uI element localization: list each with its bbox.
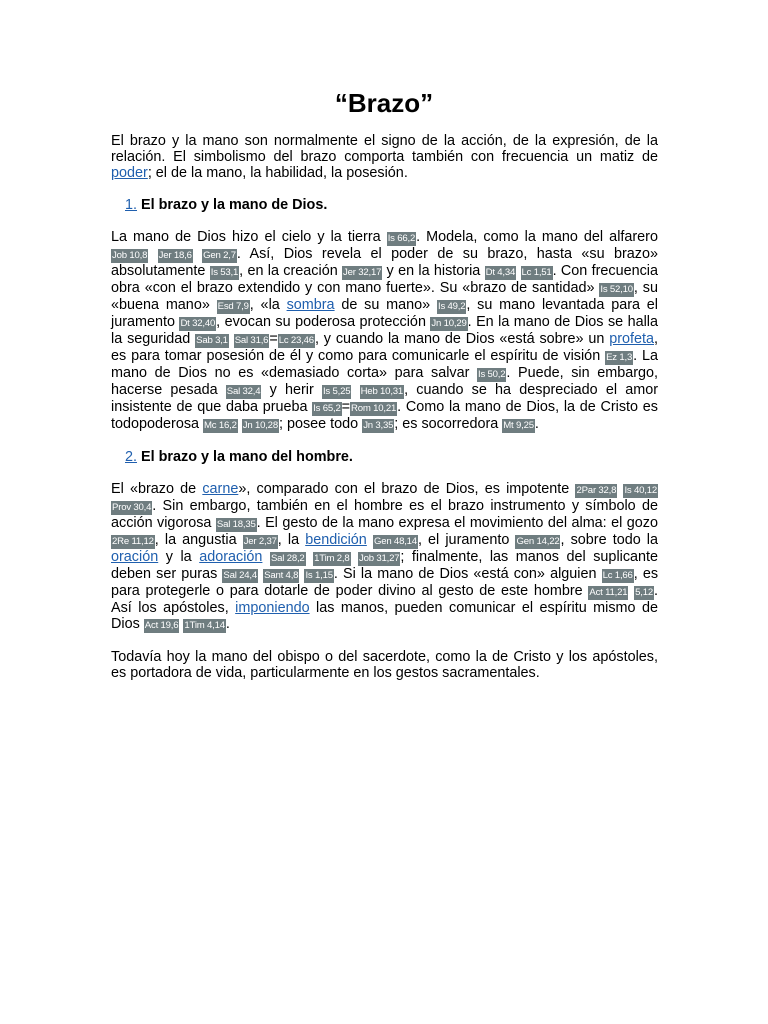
bible-reference-tag[interactable]: 5,12 xyxy=(635,587,654,598)
paragraph-text xyxy=(351,549,359,565)
bible-reference-tag[interactable]: Mt 9,25 xyxy=(503,420,534,431)
bible-reference-tag[interactable]: Prov 30,4 xyxy=(112,502,152,513)
bible-reference-tag[interactable]: Is 1,15 xyxy=(305,570,333,581)
bible-reference-tag[interactable]: Mc 16,2 xyxy=(204,420,237,431)
bible-reference-tag[interactable]: Is 49,2 xyxy=(437,301,466,312)
section-heading-text: El brazo y la mano del hombre. xyxy=(141,449,353,465)
bible-reference-tag[interactable]: Lc 23,46 xyxy=(278,335,314,346)
paragraph-text: , en la creación xyxy=(239,263,343,279)
bible-reference-tag[interactable]: Jn 10,28 xyxy=(242,420,278,431)
bible-reference-tag[interactable]: Lc 1,51 xyxy=(521,267,552,278)
paragraph-text: y herir xyxy=(261,382,322,398)
bible-reference-tag[interactable]: Is 50,2 xyxy=(478,369,506,380)
bible-reference-tag[interactable]: 2Par 32,8 xyxy=(576,485,617,496)
paragraph-text: = xyxy=(269,331,278,347)
paragraph-text: ; finalmente, las manos del suplicante deben ser puras xyxy=(111,549,659,582)
paragraph-spacer xyxy=(111,433,658,449)
bible-reference-tag[interactable]: 1Tim 2,8 xyxy=(314,553,350,564)
paragraph-spacer xyxy=(111,465,658,481)
paragraph-text: . En la mano de Dios se halla la seguridad xyxy=(111,314,658,347)
body-paragraph xyxy=(111,133,658,181)
bible-reference-tag[interactable]: Is 52,10 xyxy=(600,284,633,295)
bible-reference-tag[interactable]: Dt 4,34 xyxy=(485,267,516,278)
glossary-link[interactable]: oración xyxy=(111,549,159,565)
bible-reference-tag[interactable]: Sal 24,4 xyxy=(223,570,258,581)
paragraph-text xyxy=(306,549,314,565)
bible-reference-tag[interactable]: 1Tim 4,14 xyxy=(184,620,225,631)
paragraph-text: La mano de Dios hizo el cielo y la tierra xyxy=(111,229,387,245)
bible-reference-tag[interactable]: Esd 7,9 xyxy=(217,301,249,312)
paragraph-text: ; posee todo xyxy=(278,416,363,432)
paragraph-text: , sobre todo la xyxy=(560,532,659,548)
paragraph-text: . xyxy=(534,416,539,432)
paragraph-text: . Si la mano de Dios «está con» alguien xyxy=(333,566,602,582)
paragraph-text: = xyxy=(341,399,351,415)
paragraph-text: », comparado con el brazo de Dios, es impotente xyxy=(238,481,576,497)
paragraph-spacer xyxy=(111,181,658,197)
bible-reference-tag[interactable]: Job 31,27 xyxy=(359,553,400,564)
bible-reference-tag[interactable]: Jer 18,6 xyxy=(158,250,192,261)
bible-reference-tag[interactable]: Jn 3,35 xyxy=(363,420,394,431)
bible-reference-tag[interactable]: Sal 32,4 xyxy=(226,386,261,397)
paragraph-text xyxy=(351,382,359,398)
paragraph-text: , su mano levantada para el juramento xyxy=(111,297,658,330)
bible-reference-tag[interactable]: Sal 18,35 xyxy=(216,519,256,530)
paragraph-text xyxy=(193,246,202,262)
paragraph-text: , es para protegerle o para dotarle de poder divino al gesto de este hombre xyxy=(111,566,659,599)
glossary-link[interactable]: imponiendo xyxy=(235,600,310,616)
bible-reference-tag[interactable]: Is 5,25 xyxy=(322,386,351,397)
bible-reference-tag[interactable]: Act 19,6 xyxy=(144,620,179,631)
glossary-link[interactable]: carne xyxy=(202,481,239,497)
paragraph-text: y en la historia xyxy=(382,263,485,279)
paragraph-text: . La mano de Dios no es «demasiado corta» para salvar xyxy=(111,348,658,381)
bible-reference-tag[interactable]: Gen 48,14 xyxy=(373,536,417,547)
bible-reference-tag[interactable]: Jer 2,37 xyxy=(243,536,277,547)
bible-reference-tag[interactable]: Heb 10,31 xyxy=(360,386,404,397)
body-paragraph xyxy=(111,649,658,681)
glossary-link[interactable]: poder xyxy=(111,165,148,181)
bible-reference-tag[interactable]: Sab 3,1 xyxy=(196,335,228,346)
paragraph-text: El «brazo de xyxy=(111,481,203,497)
paragraph-text: Todavía hoy la mano del obispo o del sacerdote, como la de Cristo y los apóstoles, es portadora de vida, particularmente en los gestos sacramentales. xyxy=(111,649,658,681)
paragraph-text: . xyxy=(225,616,230,632)
bible-reference-tag[interactable]: Rom 10,21 xyxy=(351,403,397,414)
bible-reference-tag[interactable]: Act 11,21 xyxy=(589,587,628,598)
bible-reference-tag[interactable]: 2Re 11,12 xyxy=(112,536,154,547)
paragraph-text: . El gesto de la mano expresa el movimiento del alma: el gozo xyxy=(256,515,658,531)
paragraph-text xyxy=(262,549,270,565)
document-body xyxy=(111,133,658,681)
bible-reference-tag[interactable]: Is 53,1 xyxy=(210,267,239,278)
paragraph-text: . Modela, como la mano del alfarero xyxy=(416,229,658,245)
bible-reference-tag[interactable]: Is 40,12 xyxy=(624,485,657,496)
bible-reference-tag[interactable]: Is 66,2 xyxy=(387,233,416,244)
paragraph-text: , cuando se ha despreciado el amor insistente de que daba prueba xyxy=(111,382,659,415)
paragraph-text: . Con frecuencia obra «con el brazo extendido y con mano fuerte». Su «brazo de santidad» xyxy=(111,263,659,296)
bible-reference-tag[interactable]: Gen 14,22 xyxy=(516,536,560,547)
body-paragraph xyxy=(111,229,658,433)
bible-reference-tag[interactable]: Jn 10,29 xyxy=(431,318,467,329)
paragraph-spacer xyxy=(111,633,658,649)
paragraph-text: , la xyxy=(277,532,306,548)
paragraph-text: , es para tomar posesión de él y como para comunicarle el espíritu de visión xyxy=(111,331,659,364)
bible-reference-tag[interactable]: Ez 1,3 xyxy=(606,352,633,363)
paragraph-text: ; es socorredora xyxy=(394,416,503,432)
paragraph-text: . Así, Dios revela el poder de su brazo, hasta «su brazo» absolutamente xyxy=(111,246,659,279)
paragraph-spacer xyxy=(111,213,658,229)
paragraph-text: , su «buena mano» xyxy=(111,280,658,313)
paragraph-text: . Como la mano de Dios, la de Cristo es todopoderosa xyxy=(111,399,658,432)
section-number-link[interactable]: 1. xyxy=(125,197,138,213)
bible-reference-tag[interactable]: Sant 4,8 xyxy=(264,570,299,581)
paragraph-text: , el juramento xyxy=(417,532,516,548)
bible-reference-tag[interactable]: Sal 28,2 xyxy=(270,553,305,564)
paragraph-text: . Sin embargo, también en el hombre es el brazo instrumento y símbolo de acción vigorosa xyxy=(111,498,658,531)
bible-reference-tag[interactable]: Gen 2,7 xyxy=(203,250,236,261)
section-heading-text: El brazo y la mano de Dios. xyxy=(141,197,328,213)
glossary-link[interactable]: sombra xyxy=(286,297,335,313)
bible-reference-tag[interactable]: Sal 31,6 xyxy=(234,335,269,346)
paragraph-text: y la xyxy=(158,549,200,565)
paragraph-text: , «la xyxy=(249,297,287,313)
body-paragraph xyxy=(111,481,658,633)
bible-reference-tag[interactable]: Job 10,8 xyxy=(112,250,148,261)
paragraph-text xyxy=(148,246,157,262)
paragraph-text: . Puede, sin embargo, hacerse pesada xyxy=(111,365,659,398)
paragraph-text: , la angustia xyxy=(154,532,243,548)
glossary-link[interactable]: bendición xyxy=(305,532,367,548)
paragraph-text: , y cuando la mano de Dios «está sobre» un xyxy=(314,331,610,347)
bible-reference-tag[interactable]: Jer 32,17 xyxy=(343,267,382,278)
section-number-link[interactable]: 2. xyxy=(125,449,138,465)
bible-reference-tag[interactable]: Dt 32,40 xyxy=(180,318,216,329)
bible-reference-tag[interactable]: Is 65,2 xyxy=(313,403,341,414)
paragraph-text: ; el de la mano, la habilidad, la posesión. xyxy=(147,165,408,181)
document-title: “Brazo” xyxy=(334,88,434,118)
bible-reference-tag[interactable]: Lc 1,66 xyxy=(602,570,633,581)
paragraph-text: las manos, pueden comunicar el espíritu mismo de Dios xyxy=(111,600,658,632)
section-heading xyxy=(111,197,658,213)
glossary-link[interactable]: adoración xyxy=(199,549,263,565)
paragraph-text: El brazo y la mano son normalmente el signo de la acción, de la expresión, de la relación. El simbolismo del brazo comporta también con frecuencia un matiz de xyxy=(111,133,658,165)
paragraph-text: . Así los apóstoles, xyxy=(111,583,659,616)
paragraph-text: , evocan su poderosa protección xyxy=(216,314,431,330)
paragraph-text: de su mano» xyxy=(334,297,437,313)
section-heading xyxy=(111,449,658,465)
glossary-link[interactable]: profeta xyxy=(609,331,655,347)
